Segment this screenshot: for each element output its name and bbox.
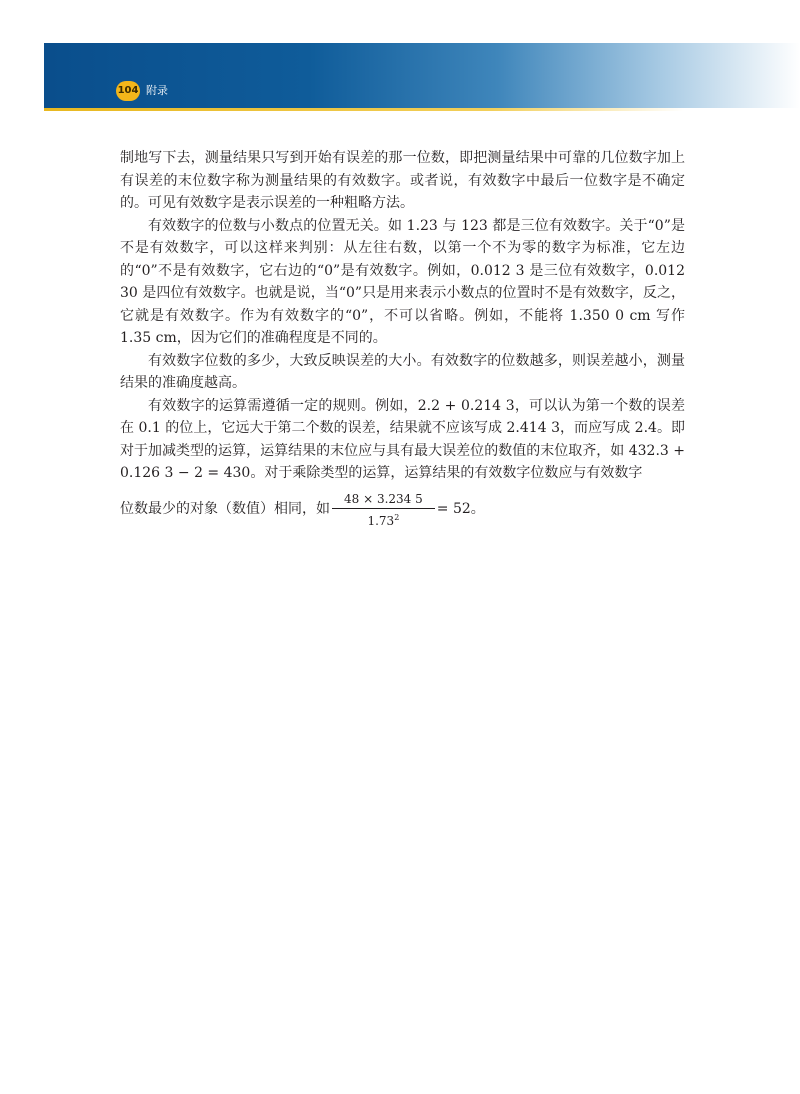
header-rule	[44, 108, 684, 111]
fraction	[332, 491, 435, 529]
formula-prefix: 位数最少的对象（数值）相同，如	[120, 501, 330, 518]
page-number-badge: 104	[116, 81, 140, 101]
paragraph-2: 有效数字的位数与小数点的位置无关。如 1.23 与 123 都是三位有效数字。关于“0”是不是有效数字，可以这样来判别：从左往右数，以第一个不为零的数字为标准，它左边的“0”不是有效数字，它右边的“0”是有效数字。例如，0.012 3 是三位有效数字，0.012 30 是四位有效数字。也就是说，当“0”只是用来表示小数点的位置时不是有效数字，反之，它就是有效数字。作为有效数字的“0”，不可以省略。例如，不能将 1.350 0 cm 写作 1.35 cm，因为它们的准确程度是不同的。	[120, 217, 685, 346]
formula-result: = 52。	[436, 501, 485, 518]
formula-line	[120, 487, 685, 533]
fraction-numerator: 48 × 3.234 5	[332, 491, 435, 509]
paragraph-3: 有效数字位数的多少，大致反映误差的大小。有效数字的位数越多，则误差越小，测量结果的准确度越高。	[120, 352, 685, 391]
paragraph-1: 制地写下去，测量结果只写到开始有误差的那一位数，即把测量结果中可靠的几位数字加上有误差的末位数字称为测量结果的有效数字。或者说，有效数字中最后一位数字是不确定的。可见有效数字是表示误差的一种粗略方法。	[120, 150, 685, 211]
header-band	[44, 43, 800, 108]
denominator-exponent: 2	[394, 512, 400, 522]
paragraph-4: 有效数字的运算需遵循一定的规则。例如，2.2 + 0.214 3，可以认为第一个数的误差在 0.1 的位上，它远大于第二个数的误差，结果就不应该写成 2.414 3，而应写成 2.4。即对于加减类型的运算，运算结果的末位应与具有最大误差位的数值的末位取齐，如 432.3 + 0.126 3 − 2 = 430。对于乘除类型的运算，运算结果的有效数字位数应与有效数字	[120, 397, 685, 481]
body-text	[120, 147, 685, 533]
denominator-base: 1.73	[367, 513, 395, 528]
fraction-denominator	[367, 509, 399, 529]
section-label: 附录	[146, 84, 168, 97]
